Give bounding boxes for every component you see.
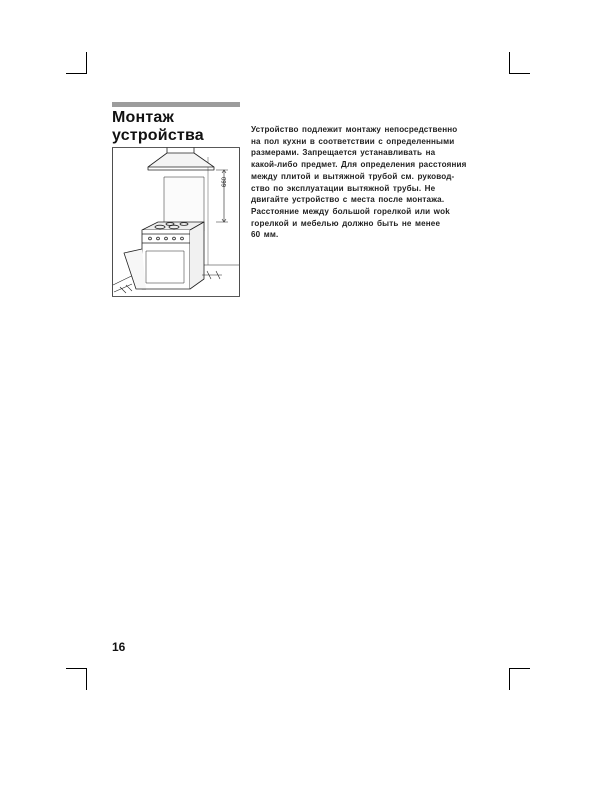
range-hood-chimney	[167, 148, 194, 154]
dimension-label: 660	[222, 176, 228, 187]
text-line: между плитой и вытяжной трубой см. руковод-	[251, 171, 455, 181]
range-hood	[148, 153, 214, 167]
section-title-line-2: устройства	[112, 127, 204, 144]
section-title-line-1: Монтаж	[112, 109, 175, 126]
crop-mark-top-right-horizontal	[509, 73, 530, 74]
text-line: размерами. Запрещается устанавливать на	[251, 148, 436, 158]
crop-mark-bottom-left-vertical	[86, 668, 87, 690]
crop-mark-top-right-vertical	[509, 52, 510, 74]
page-number: 16	[112, 640, 126, 654]
crop-mark-bottom-right-vertical	[509, 668, 510, 690]
cooker-body	[142, 230, 190, 289]
crop-mark-top-left-horizontal	[66, 73, 87, 74]
text-line: какой-либо предмет. Для определения расстояния	[251, 160, 467, 170]
floor-mark-right	[202, 271, 222, 279]
text-line: двигайте устройство с места после монтажа.	[251, 195, 445, 205]
text-line: 60 мм.	[251, 230, 279, 240]
crop-mark-bottom-left-horizontal	[66, 668, 87, 669]
section-title	[112, 109, 242, 145]
text-line: горелкой и мебелью должно быть не менее	[251, 218, 441, 228]
floor-mark-left	[114, 284, 132, 293]
crop-mark-bottom-right-horizontal	[509, 668, 530, 669]
installation-illustration	[112, 147, 240, 297]
section-header-bar	[112, 102, 240, 107]
text-line: Устройство подлежит монтажу непосредственно	[251, 125, 458, 134]
crop-mark-top-left-vertical	[86, 52, 87, 74]
installation-instructions-text	[251, 124, 486, 241]
text-line: ство по эксплуатации вытяжной трубы. Не	[251, 183, 436, 193]
text-line: Расстояние между большой горелкой или wok	[251, 206, 450, 216]
text-line: на пол кухни в соответствии с определенными	[251, 136, 455, 146]
